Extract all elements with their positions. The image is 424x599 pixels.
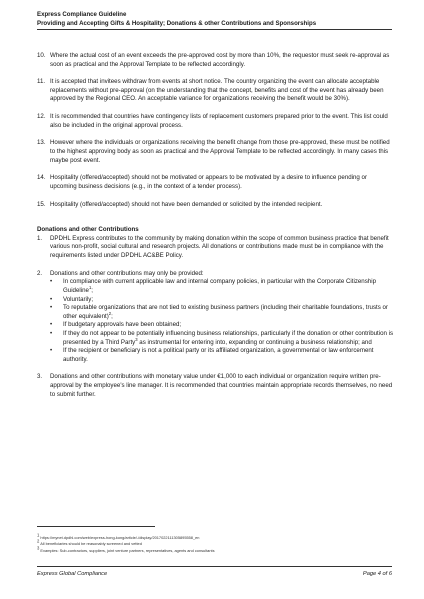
item-10 (37, 52, 395, 69)
item-text: However where the individuals or organizations receiving the benefit change from those pre-approved, these must be notified to the highest approving body as soon as practical and the Approval Template to be reflected accordingly. In many cases this maybe post event. (50, 139, 390, 164)
footnote-text: All beneficiaries should be reasonably screened and vetted (39, 541, 142, 547)
page-footer (37, 571, 392, 577)
list-item (50, 296, 395, 305)
bullet-icon: • (50, 321, 53, 329)
list-item (50, 278, 395, 295)
footnote-ref: 2 (108, 310, 112, 316)
item-number: 15. (37, 200, 46, 208)
footnote-text: Examples: Sub-contractors, suppliers, joint venture partners, representatives, agents and consultants (39, 547, 215, 553)
item-text: It is accepted that invitees withdraw from events at short notice. The country organizing the event can allocate acceptable replacements without pre-approval (on the understanding that the concept, benefits and cost of the event has already been approved by the Regional CEO. An acceptable variance for organizations receiving the benefit would be 30%). (50, 78, 384, 103)
item-13 (37, 139, 395, 165)
item-number: 1. (37, 234, 43, 242)
footnote-3 (37, 545, 397, 554)
header-divider (37, 29, 392, 30)
item-number: 12. (37, 113, 46, 121)
footnotes (37, 532, 397, 554)
bullet-icon: • (50, 304, 53, 312)
item-text: Donations and other contributions with monetary value under €1,000 to each individual or organization require written pre-approval by the employee's line manager. It is recommended that countries maintain appropriate records themselves, no need to submit further. (50, 373, 393, 398)
list-item-text-cont: as instrumental for entering into, expanding or continuing a business relationship; and (137, 338, 372, 346)
bullet-icon: • (50, 278, 53, 286)
item-12 (37, 113, 395, 130)
footnote-number: 2 (37, 539, 40, 545)
bullet-icon: • (50, 295, 53, 303)
page-number: Page 4 of 6 (362, 571, 392, 577)
bullet-list (50, 278, 395, 364)
item-14 (37, 174, 395, 191)
item-number: 10. (37, 52, 46, 59)
list-item-end: ; (111, 312, 113, 320)
footnote-number: 1 (37, 532, 40, 538)
item-text: Where the actual cost of an event exceeds the pre-approved cost by more than 10%, the requestor must seek re-approval as soon as practical and the Approval Template to be reflected accordingly. (50, 52, 390, 68)
list-item (50, 321, 395, 330)
footnote-divider (37, 526, 155, 527)
header-title: Express Compliance Guideline (37, 11, 127, 18)
footer-divider (37, 566, 392, 567)
item-11 (37, 78, 395, 104)
page-header (37, 10, 397, 28)
item-number: 13. (37, 139, 46, 147)
item-number: 3. (37, 373, 43, 381)
section-heading: Donations and other Contributions (37, 226, 139, 234)
footnote-ref: 1 (88, 284, 92, 290)
footer-org: Express Global Compliance (37, 571, 108, 577)
footnote-ref: 3 (135, 336, 138, 342)
bullet-icon: • (50, 329, 53, 337)
list-item-text: In compliance with current applicable law and internal company policies, in particular with the Corporate Citizenship Guideline (63, 278, 376, 294)
list-item-text: Voluntarily; (63, 295, 94, 303)
list-item-text: If the recipient or beneficiary is not a political party or its affiliated organization, a governmental or law enforcement authority. (63, 347, 374, 363)
item-text: DPDHL Express contributes to the community by making donation within the scope of common business practice that benefit various non-profit, social cultural and research projects. All donations or contributions made must be in compliance with the requirements listed under DPDHL AC&BE Policy. (50, 234, 389, 260)
item-15 (37, 201, 395, 210)
item-text: Donations and other contributions may only be provided: (50, 269, 204, 277)
list-item-end: ; (91, 286, 94, 294)
list-item (50, 347, 395, 364)
item-text: It is recommended that countries have contingency lists of replacement customers prepared prior to the event. This list could also be included in the original approval process. (50, 113, 388, 129)
donation-item-2 (37, 270, 395, 365)
item-text: Hospitality (offered/accepted) should not have been demanded or solicited by the intended recipient. (50, 200, 323, 208)
header-subtitle: Providing and Accepting Gifts & Hospitality; Donations & other Contributions and Sponsorships (37, 20, 317, 27)
donation-item-3 (37, 373, 395, 399)
list-item (50, 330, 395, 347)
donation-item-1 (37, 235, 395, 261)
footnote-link[interactable]: https://mynet.dpdhl.com/web/express-hong-kong/article/-/display/2017022111305895558_en (39, 535, 200, 540)
item-text: Hospitality (offered/accepted) should not be motivated or appears to be motivated by a desire to influence pending or upcoming business decisions (e.g., in the context of a tender process). (50, 174, 368, 190)
footnote-number: 3 (37, 545, 40, 551)
list-item-text: To reputable organizations that are not tied to existing business partners (including their charitable foundations, trusts or other equivalent) (63, 304, 388, 320)
list-item-text: If they do not appear to be potentially influencing business relationships, particularly if the donation or other contribution is presented by a Third Party (63, 329, 394, 346)
list-item (50, 304, 395, 321)
item-number: 11. (37, 78, 46, 86)
list-item-text: If budgetary approvals have been obtained; (63, 321, 182, 329)
bullet-icon: • (50, 347, 53, 355)
item-number: 14. (37, 174, 46, 182)
item-number: 2. (37, 269, 43, 277)
document-body (37, 52, 395, 399)
